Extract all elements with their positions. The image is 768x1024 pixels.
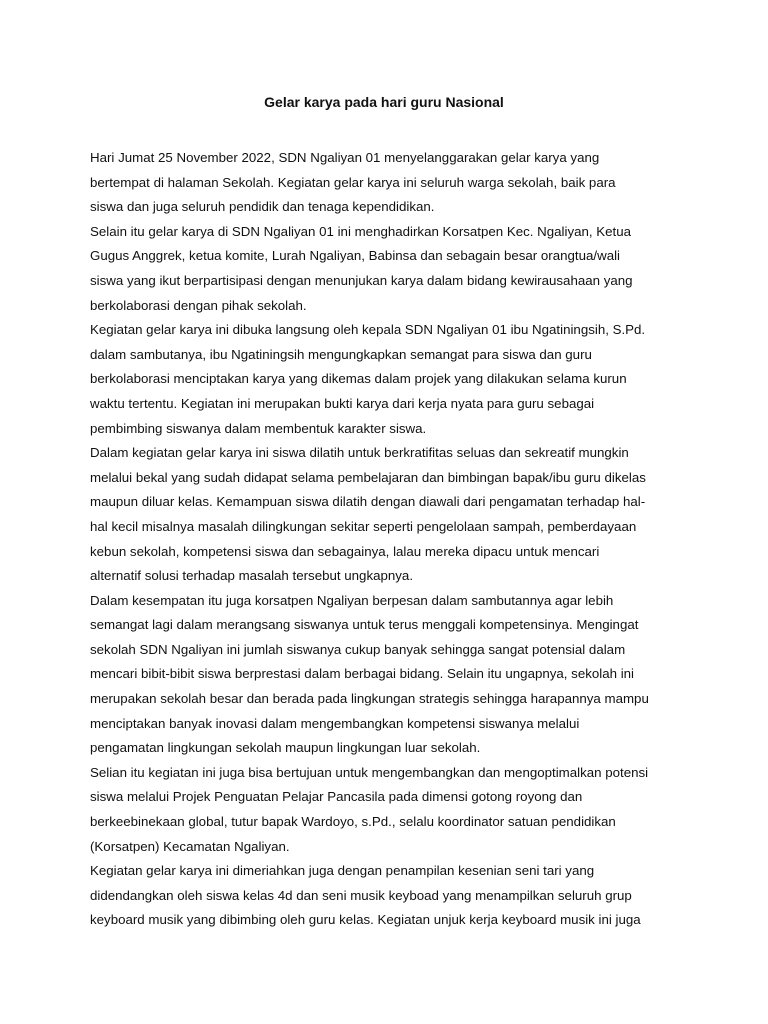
body-text-line: menciptakan banyak inovasi dalam mengembangkan kompetensi siswanya melalui — [90, 715, 580, 731]
body-text-line: Selian itu kegiatan ini juga bisa bertujuan untuk mengembangkan dan mengoptimalkan potensi — [90, 764, 649, 780]
body-text-line: Hari Jumat 25 November 2022, SDN Ngaliyan 01 menyelanggarakan gelar karya yang — [90, 150, 600, 165]
body-text-line: waktu tertentu. Kegiatan ini merupakan bukti karya dari kerja nyata para guru sebagai — [90, 395, 595, 411]
body-text-line: melalui bekal yang sudah didapat selama pembelajaran dan bimbingan bapak/ibu guru dikelas — [90, 469, 646, 485]
document-body — [90, 146, 690, 933]
body-text-line: Selain itu gelar karya di SDN Ngaliyan 01 ini menghadirkan Korsatpen Kec. Ngaliyan, Ketua — [90, 223, 632, 239]
body-text-line: siswa dan juga seluruh pendidik dan tenaga kependidikan. — [90, 199, 435, 215]
document-title: Gelar karya pada hari guru Nasional — [264, 94, 504, 110]
body-text-line: pembimbing siswanya dalam membentuk karakter siswa. — [90, 420, 427, 436]
body-text-line: Dalam kesempatan itu juga korsatpen Ngaliyan berpesan dalam sambutannya agar lebih — [90, 592, 614, 608]
body-text-line: Kegiatan gelar karya ini dimeriahkan juga dengan penampilan kesenian seni tari yang — [90, 863, 595, 879]
body-text-line: semangat lagi dalam merangsang siswanya untuk terus menggali kompetensinya. Mengingat — [90, 617, 639, 633]
body-text-line: sekolah SDN Ngaliyan ini jumlah siswanya cukup banyak sehingga sangat potensial dalam — [90, 641, 626, 657]
body-text-line: alternatif solusi terhadap masalah tersebut ungkapnya. — [90, 568, 414, 584]
body-text-line: merupakan sekolah besar dan berada pada lingkungan strategis sehingga harapannya mampu — [90, 691, 649, 707]
body-text-line: didendangkan oleh siswa kelas 4d dan seni musik keyboad yang menampilkan seluruh grup — [90, 887, 632, 903]
body-text-line: siswa yang ikut berpartisipasi dengan menunjukan karya dalam bidang kewirausahaan yang — [90, 272, 633, 288]
body-text-line: siswa melalui Projek Penguatan Pelajar Pancasila pada dimensi gotong royong dan — [90, 789, 583, 805]
body-text-line: kebun sekolah, kompetensi siswa dan sebagainya, lalau mereka dipacu untuk mencari — [90, 543, 600, 559]
body-text-line: hal kecil misalnya masalah dilingkungan sekitar seperti pengelolaan sampah, pemberdayaan — [90, 518, 637, 534]
body-text-line: pengamatan lingkungan sekolah maupun lingkungan luar sekolah. — [90, 740, 481, 756]
body-text-line: keyboard musik yang dibimbing oleh guru kelas. Kegiatan unjuk kerja keyboard musik ini juga — [90, 912, 641, 928]
body-text-line: Gugus Anggrek, ketua komite, Lurah Ngaliyan, Babinsa dan sebagain besar orangtua/wali — [90, 248, 620, 264]
body-text-line: (Korsatpen) Kecamatan Ngaliyan. — [90, 838, 290, 854]
body-text-line: berkolaborasi menciptakan karya yang dikemas dalam projek yang dilakukan selama kurun — [90, 371, 627, 387]
body-text-line: dalam sambutanya, ibu Ngatiningsih mengungkapkan semangat para siswa dan guru — [90, 346, 592, 362]
body-text-line: bertempat di halaman Sekolah. Kegiatan gelar karya ini seluruh warga sekolah, baik para — [90, 174, 616, 190]
body-text-line: berkolaborasi dengan pihak sekolah. — [90, 297, 307, 313]
body-text-line: Dalam kegiatan gelar karya ini siswa dilatih untuk berkratifitas seluas dan sekreatif mungkin — [90, 445, 629, 461]
body-text-line: berkeebinekaan global, tutur bapak Wardoyo, s.Pd., selalu koordinator satuan pendidikan — [90, 814, 616, 830]
body-text-line: mencari bibit-bibit siswa berprestasi dalam berbagai bidang. Selain itu ungapnya, sekolah ini — [90, 666, 635, 682]
body-text-line: maupun diluar kelas. Kemampuan siswa dilatih dengan diawali dari pengamatan terhadap hal- — [90, 494, 646, 510]
body-text-line: Kegiatan gelar karya ini dibuka langsung oleh kepala SDN Ngaliyan 01 ibu Ngatiningsih, S.Pd. — [90, 322, 646, 338]
